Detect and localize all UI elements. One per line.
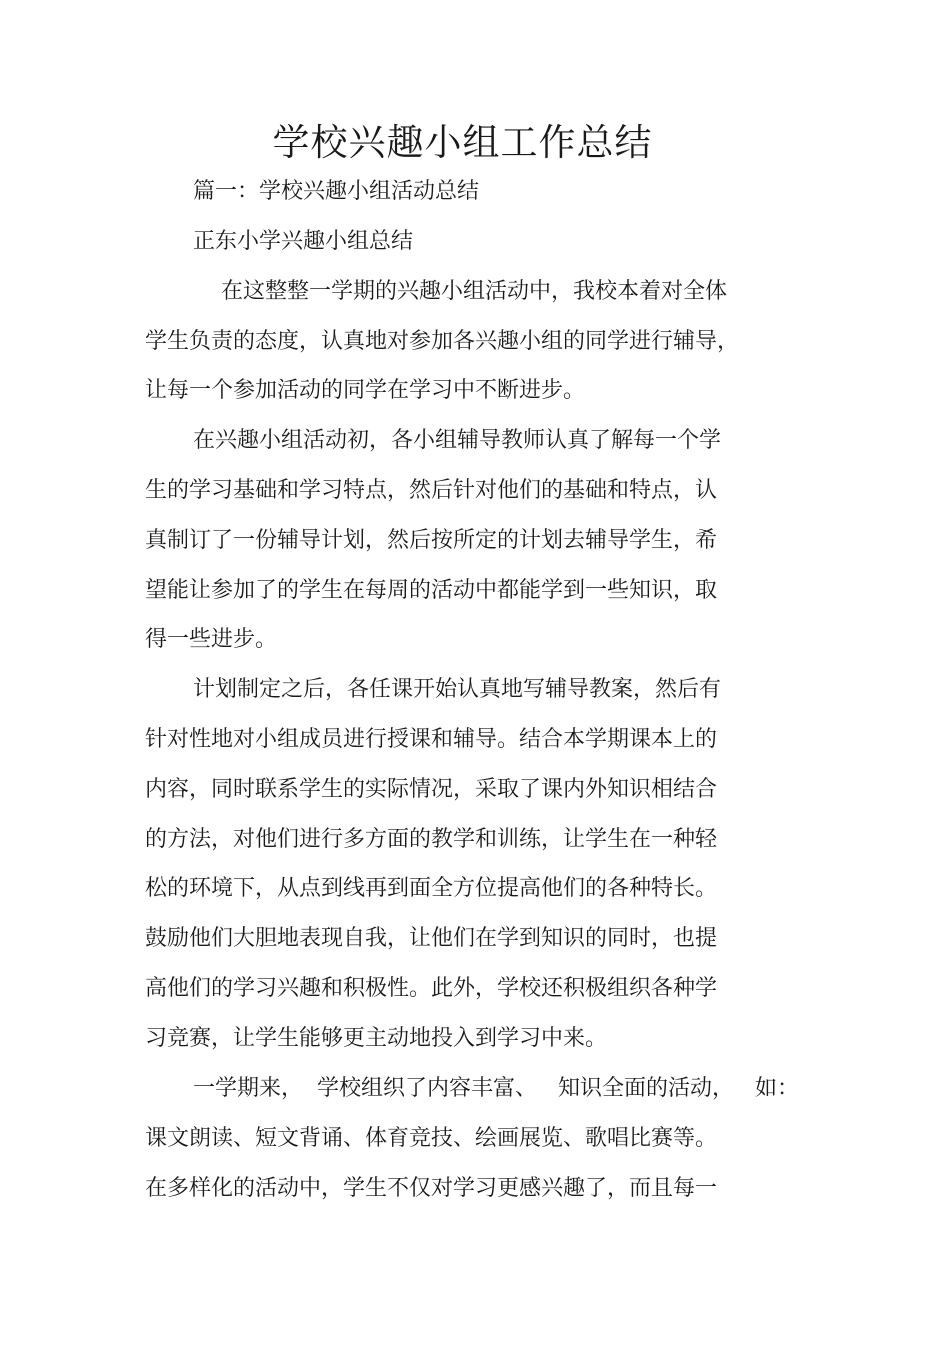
paragraph-line: 鼓励他们大胆地表现自我，让他们在学到知识的同时，也提: [145, 926, 718, 951]
section-heading: 篇一：学校兴趣小组活动总结: [193, 179, 480, 204]
paragraph-line: 的方法，对他们进行多方面的教学和训练，让学生在一种轻: [145, 827, 718, 852]
paragraph-line: 让每一个参加活动的同学在学习中不断进步。: [145, 378, 586, 403]
paragraph-line: 真制订了一份辅导计划，然后按所定的计划去辅导学生，希: [145, 528, 718, 553]
paragraph-line: 生的学习基础和学习特点，然后针对他们的基础和特点，认: [145, 478, 718, 503]
paragraph-line: 课文朗读、短文背诵、体育竞技、绘画展览、歌唱比赛等。: [145, 1126, 718, 1151]
document-title: 学校兴趣小组工作总结: [272, 121, 653, 164]
paragraph-line: 计划制定之后，各任课开始认真地写辅导教案，然后有: [193, 677, 722, 702]
paragraph-line: 得一些进步。: [145, 627, 278, 652]
paragraph-line: 习竞赛，让学生能够更主动地投入到学习中来。: [145, 1026, 608, 1051]
paragraph-line: 学生负责的态度，认真地对参加各兴趣小组的同学进行辅导，: [145, 329, 740, 354]
paragraph-line: 在这整整一学期的兴趣小组活动中，我校本着对全体: [221, 279, 728, 304]
paragraph-line: 在兴趣小组活动初，各小组辅导教师认真了解每一个学: [193, 428, 722, 453]
subheading: 正东小学兴趣小组总结: [193, 229, 414, 254]
paragraph-line: 在多样化的活动中，学生不仅对学习更感兴趣了，而且每一: [145, 1176, 718, 1201]
paragraph-line: 望能让参加了的学生在每周的活动中都能学到一些知识，取: [145, 578, 718, 603]
paragraph-line: 高他们的学习兴趣和积极性。此外，学校还积极组织各种学: [145, 976, 718, 1001]
paragraph-line: 针对性地对小组成员进行授课和辅导。结合本学期课本上的: [145, 727, 718, 752]
paragraph-line: 内容，同时联系学生的实际情况，采取了课内外知识相结合: [145, 777, 718, 802]
paragraph-line: 松的环境下，从点到线再到面全方位提高他们的各种特长。: [145, 876, 718, 901]
paragraph-line: 一学期来， 学校组织了内容丰富、 知识全面的活动， 如：: [193, 1076, 799, 1101]
